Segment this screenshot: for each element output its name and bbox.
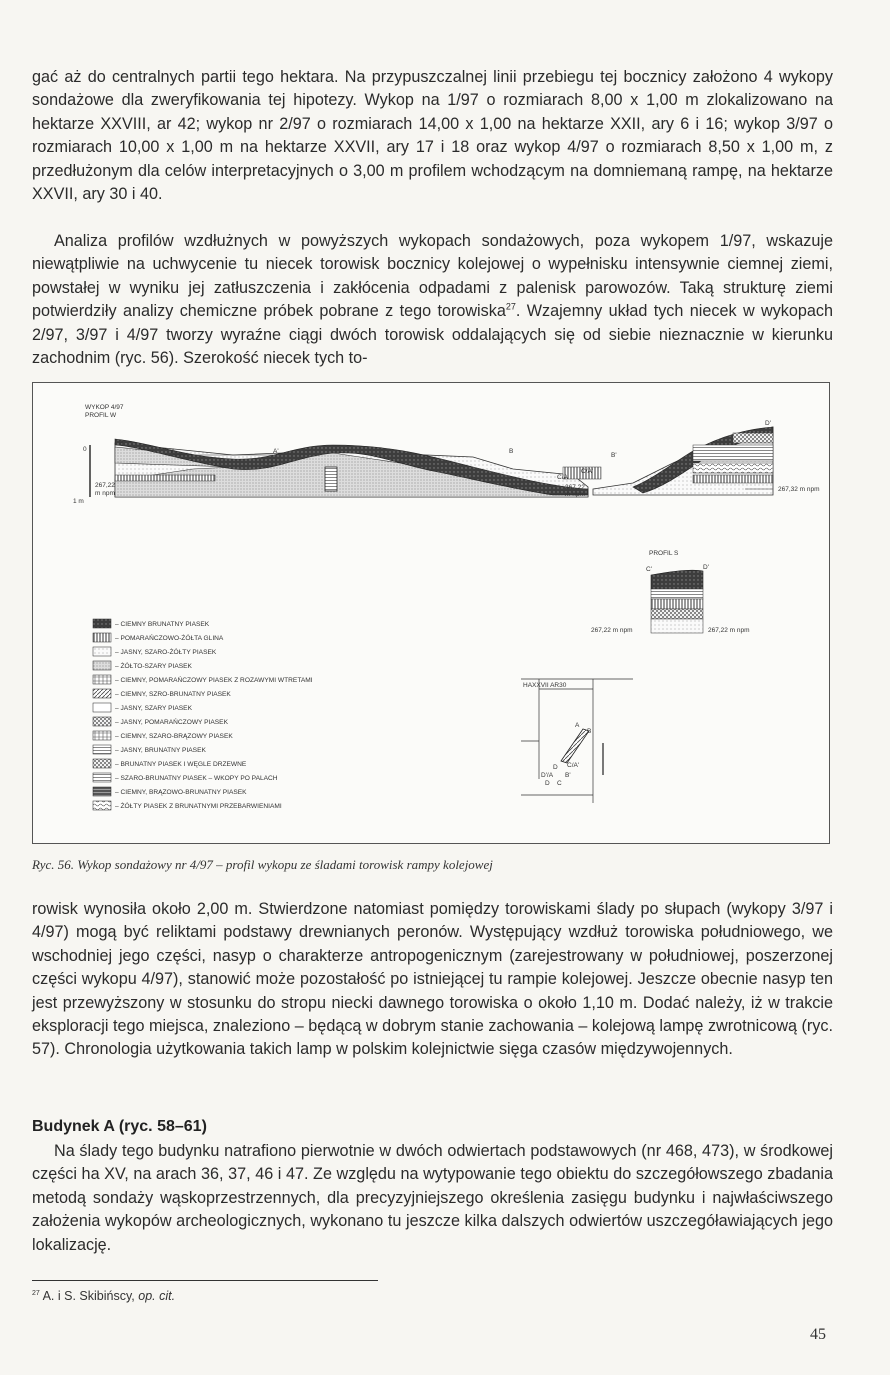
footnote-ref-text: op. cit.	[138, 1289, 176, 1303]
profile-s-vert	[651, 599, 703, 609]
legend-item-5: – CIEMNY, POMARAŃCZOWY PIASEK Z ROZAWYMI WTRETAMI	[115, 677, 313, 684]
elev-left: 267,22	[95, 482, 115, 489]
legend-item-4: – ŻÓŁTO-SZARY PIASEK	[115, 663, 192, 670]
paragraph-2-end: . Wzajemny układ tych niecek w wykopach 2/97, 3/97 i 4/97 tworzy wyraźne ciągi dwóch torowisk oddalających się od siebie nieznacznie w kierunku zachodnim (ryc. 56). Szerokość niecek tych to-	[32, 302, 833, 368]
footnote-divider	[32, 1280, 378, 1281]
paragraph-2-text: Analiza profilów wzdłużnych w powyższych wykopach sondażowych, poza wykopem 1/97, wskazuje niewątpliwie na uchwycenie tu niecek torowisk bocznicy kolejowej o wypełnisku intensywnie ciemnej ziemi, powstałej w wyniku jej zatłuszczenia i zakłócenia odpadami z palenisk parowozów. Taką strukturę ziemi potwierdziły analizy chemiczne próbek pobrane z tego torowiska	[32, 232, 833, 321]
mark-b-left: B	[119, 440, 124, 447]
profile-s-c: C'	[646, 566, 652, 573]
legend	[93, 619, 313, 810]
elev-mid: 267,22	[565, 484, 585, 491]
plan-trench	[561, 728, 592, 763]
vert-layer-right	[693, 475, 773, 483]
legend-item-14: – ŻÓŁTY PIASEK Z BRUNATNYMI PRZEBARWIENIAMI	[115, 803, 282, 810]
section-heading: Budynek A (ryc. 58–61)	[32, 1118, 207, 1135]
plan-mark-da: D'/A	[541, 772, 554, 779]
footnote	[32, 1289, 175, 1303]
footnote-number: 27	[32, 1289, 40, 1297]
page-number: 45	[810, 1326, 826, 1343]
plan-mark-c: C	[557, 780, 562, 787]
profile-s-horiz	[651, 589, 703, 599]
paragraph-3: rowisk wynosiła około 2,00 m. Stwierdzone natomiast pomiędzy torowiskami ślady po słupach (wykopy 3/97 i 4/97) mogą być reliktami podstawy drewnianych peronów. Występujący wzdłuż torowiska południowego, we wschodniej jego części, nasyp o charakterze antropogenicznym (zarejestrowany w południowej, poszerzonej części wykopu 4/97), stanowić może pozostałość po istniejącej tu rampie kolejowej. Jeszcze obecnie nasyp ten jest przewyższony w stosunku do stropu niecki dawnego torowiska o około 1,10 m. Dodać należy, iż w trakcie eksploracji tego miejsca, znaleziono – będącą w dobrym stanie zachowania – kolejową lampę zwrotnicową (ryc. 57). Chronologia użytkowania takich lamp w polskim kolejnictwie sięga czasów międzywojennych.	[32, 900, 833, 1059]
profile-w-title-1: WYKOP 4/97	[85, 404, 124, 411]
plan-label: HAXXVII AR30	[523, 682, 567, 689]
mark-a-prime: A'	[273, 448, 279, 455]
scale-top: 0	[83, 446, 87, 453]
profile-s-dark	[651, 570, 703, 589]
horiz-layer-right	[693, 445, 773, 461]
profile-drawing	[33, 383, 831, 845]
legend-item-13: – CIEMNY, BRĄZOWO-BRUNATNY PIASEK	[115, 789, 247, 796]
figure-56	[32, 382, 830, 844]
legend-item-10: – JASNY, BRUNATNY PIASEK	[115, 747, 206, 754]
clay-layer-left	[115, 475, 215, 481]
profile-s-dots	[651, 619, 703, 633]
legend-item-9: – CIEMNY, SZARO-BRĄZOWY PIASEK	[115, 733, 233, 740]
mark-b-mid: B	[509, 448, 514, 455]
mark-a: A	[171, 448, 176, 455]
cross-layer-right	[733, 433, 773, 443]
plan-mark-d2: D	[545, 780, 550, 787]
legend-item-7: – JASNY, SZARY PIASEK	[115, 705, 192, 712]
profile-w-title-2: PROFIL W	[85, 412, 117, 419]
mark-d-prime: D'	[765, 420, 771, 427]
mark-ca-prime: C/A'	[581, 468, 594, 475]
profile-s-title: PROFIL S	[649, 550, 679, 557]
plan-mark-ca: C/A'	[567, 762, 580, 769]
profile-s-elev-left: 267,22 m npm	[591, 627, 633, 634]
plan-mark-d: D	[553, 764, 558, 771]
elev-left-unit: m npm	[95, 490, 115, 497]
legend-item-2: – POMARAŃCZOWO-ŻÓŁTA GLINA	[115, 635, 224, 642]
paragraph-2	[32, 230, 833, 370]
plan-mark-a: A	[575, 722, 580, 729]
plan-mark-b: B	[587, 728, 592, 735]
mark-b-prime: B'	[611, 452, 617, 459]
plan-mark-b-prime: B'	[565, 772, 571, 779]
paragraph-4: Na ślady tego budynku natrafiono pierwotnie w dwóch odwiertach podstawowych (nr 468, 473), w środkowej części ha XV, na arach 36, 37, 46 i 47. Ze względu na wytypowanie tego obiektu do szczegółowszego zbadania metodą sondaży wąskoprzestrzennych, dla precyzyjniejszego określenia zasięgu budynku i najwłaściwszego założenia wykopów archeologicznych, wykonano tu jeszcze kilka dalszych odwiertów uszczegóławiających jego lokalizację.	[32, 1142, 833, 1254]
wave-layer-right	[693, 463, 773, 473]
legend-item-1: – CIEMNY BRUNATNY PIASEK	[115, 621, 210, 628]
legend-item-12: – SZARO-BRUNATNY PIASEK – WKOPY PO PALACH	[115, 775, 278, 782]
profile-s-elev-right: 267,22 m npm	[708, 627, 750, 634]
figure-caption: Ryc. 56. Wykop sondażowy nr 4/97 – profil wykopu ze śladami torowisk rampy kolejowej	[32, 857, 493, 872]
paragraph-1: gać aż do centralnych partii tego hektara. Na przypuszczalnej linii przebiegu tej bocznicy założono 4 wykopy sondażowe dla zweryfikowania tej hipotezy. Wykop na 1/97 o rozmiarach 8,00 x 1,00 m zlokalizowano na hektarze XXVIII, ar 42; wykop nr 2/97 o rozmiarach 14,00 x 1,00 na hektarze XXII, ary 6 i 16; wykop 3/97 o rozmiarach 10,00 x 1,00 m na hektarze XXVII, ary 17 i 18 oraz wykop 4/97 o rozmiarach 8,50 x 1,00 m, z przedłużonym dla celów interpretacyjnych o 3,00 m profilem wchodzącym na domniemaną rampę, na hektarze XXVII, ary 30 i 40.	[32, 68, 833, 204]
legend-item-3: – JASNY, SZARO-ŻÓŁTY PIASEK	[115, 649, 217, 656]
legend-item-8: – JASNY, POMARAŃCZOWY PIASEK	[115, 719, 228, 726]
profile-s-d: D'	[703, 564, 709, 571]
legend-item-6: – CIEMNY, SZRO-BRUNATNY PIASEK	[115, 691, 231, 698]
elev-mid-unit: m npm	[565, 491, 585, 498]
post-pit	[325, 467, 337, 491]
profile-s-cross	[651, 609, 703, 619]
mark-ca: C/A	[557, 474, 568, 481]
footnote-author: A. i S. Skibińscy,	[42, 1289, 135, 1303]
scale-bottom: 1 m	[73, 498, 84, 505]
legend-item-11: – BRUNATNY PIASEK I WĘGLE DRZEWNE	[115, 761, 247, 768]
footnote-ref: 27	[505, 301, 516, 312]
elev-right: 267,32 m npm	[778, 486, 820, 493]
